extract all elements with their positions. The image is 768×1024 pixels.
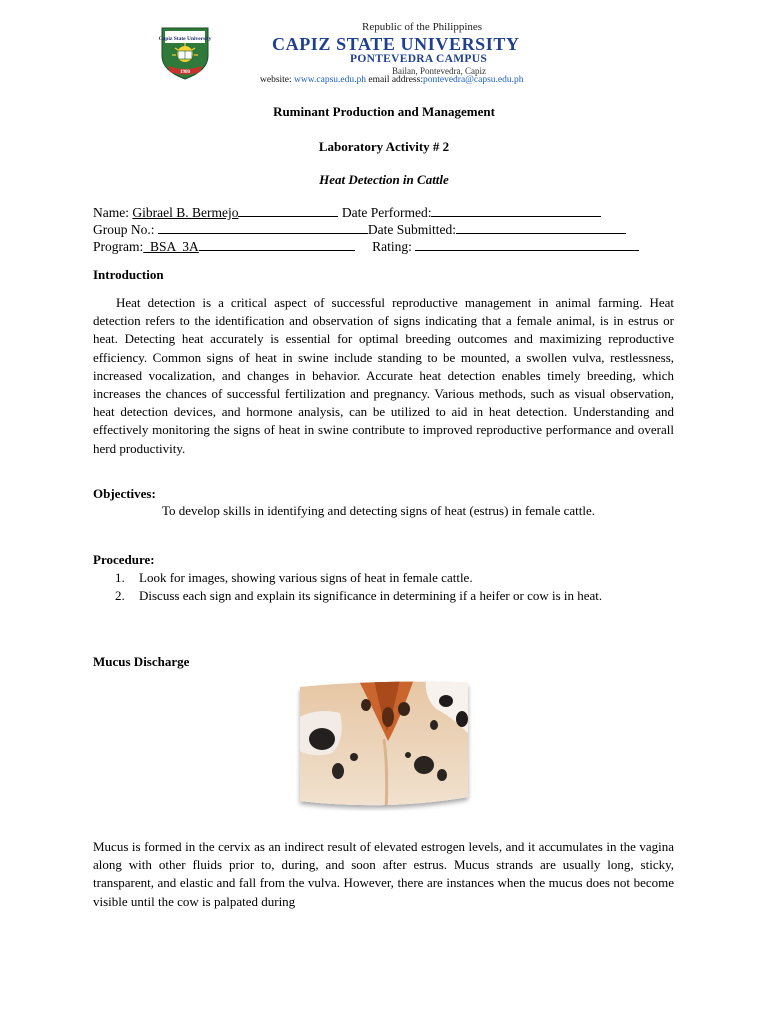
- website-label: website:: [260, 75, 292, 85]
- seal-year-text: 1980: [180, 70, 190, 75]
- procedure-list: [93, 569, 674, 604]
- mucus-heading: Mucus Discharge: [93, 654, 190, 669]
- group-label: Group No.:: [93, 222, 158, 237]
- program-line: [93, 239, 639, 255]
- name-line: [93, 205, 601, 221]
- svg-text:Capiz State University: Capiz State University: [158, 36, 212, 42]
- website-link[interactable]: www.capsu.edu.ph: [294, 75, 366, 85]
- university-name: CAPIZ STATE UNIVERSITY: [272, 34, 520, 54]
- date-submitted-blank: [456, 222, 626, 234]
- campus-name: PONTEVEDRA CAMPUS: [350, 53, 488, 65]
- rating-label: Rating:: [372, 239, 416, 254]
- procedure-item-number: 1.: [115, 570, 125, 585]
- topic-title: Heat Detection in Cattle: [319, 172, 449, 187]
- introduction-heading: Introduction: [93, 267, 164, 282]
- date-performed-label: Date Performed:: [341, 205, 432, 220]
- procedure-item: [93, 569, 674, 587]
- objectives-text: To develop skills in identifying and detecting signs of heat (estrus) in female cattle.: [162, 503, 596, 518]
- introduction-paragraph: Heat detection is a critical aspect of successful reproductive management in animal farming. Heat detection refers to the identification and observation of signs indicating that a female animal, is in estrus or heat. Detecting heat accurately is essential for optimal breeding outcomes and maximizing reproductive efficiency. Common signs of heat in swine include standing to be mounted, a swollen vulva, restlessness, increased vocalization, and changes in behavior. Accurate heat detection enables timely breeding, which increases the chances of successful fertilization and pregnancy. Various methods, such as visual observation, heat detection devices, and hormone analysis, can be utilized to aid in heat detection. Understanding and effectively monitoring the signs of heat in swine contribute to improved reproductive performance and overall herd productivity.: [93, 295, 674, 456]
- letterhead-text: [252, 20, 612, 85]
- procedure-heading: Procedure:: [93, 552, 155, 567]
- mucus-paragraph: Mucus is formed in the cervix as an indirect result of elevated estrogen levels, and it accumulates in the vagina along with other fluids prior to, during, and soon after estrus. Mucus strands are usually long, sticky, transparent, and elastic and fall from the vulva. However, there are instances when the mucus does not become visible until the cow is palpated during: [93, 839, 674, 909]
- procedure-item: [93, 587, 674, 605]
- campus-address: Bailan, Pontevedra, Capiz: [392, 66, 486, 76]
- group-blank: [158, 222, 368, 234]
- procedure-item-text: Look for images, showing various signs of heat in female cattle.: [139, 570, 473, 585]
- contact-line: [260, 75, 524, 85]
- procedure-item-text: Discuss each sign and explain its significance in determining if a heifer or cow is in heat.: [139, 587, 603, 603]
- email-link[interactable]: pontevedra@capsu.edu.ph: [422, 75, 524, 85]
- program-blank: [199, 239, 355, 251]
- group-line: [93, 222, 626, 238]
- university-seal-logo: [156, 22, 214, 80]
- name-blank: [238, 205, 338, 217]
- activity-title: Laboratory Activity # 2: [318, 139, 450, 154]
- name-label: Name:: [93, 205, 133, 220]
- program-label: Program:: [93, 239, 144, 254]
- mucus-discharge-photo: [296, 679, 473, 811]
- date-performed-blank: [431, 205, 601, 217]
- program-value: BSA 3A: [143, 239, 199, 254]
- email-label: email address:: [368, 75, 423, 85]
- name-value: Gibrael B. Bermejo: [132, 205, 239, 220]
- subject-title: Ruminant Production and Management: [273, 104, 495, 119]
- letterhead: [156, 20, 612, 85]
- objectives-heading: Objectives:: [93, 486, 156, 501]
- rating-blank: [415, 239, 639, 251]
- procedure-item-number: 2.: [115, 587, 125, 603]
- date-submitted-label: Date Submitted:: [367, 222, 456, 237]
- republic-line: Republic of the Philippines: [362, 21, 483, 33]
